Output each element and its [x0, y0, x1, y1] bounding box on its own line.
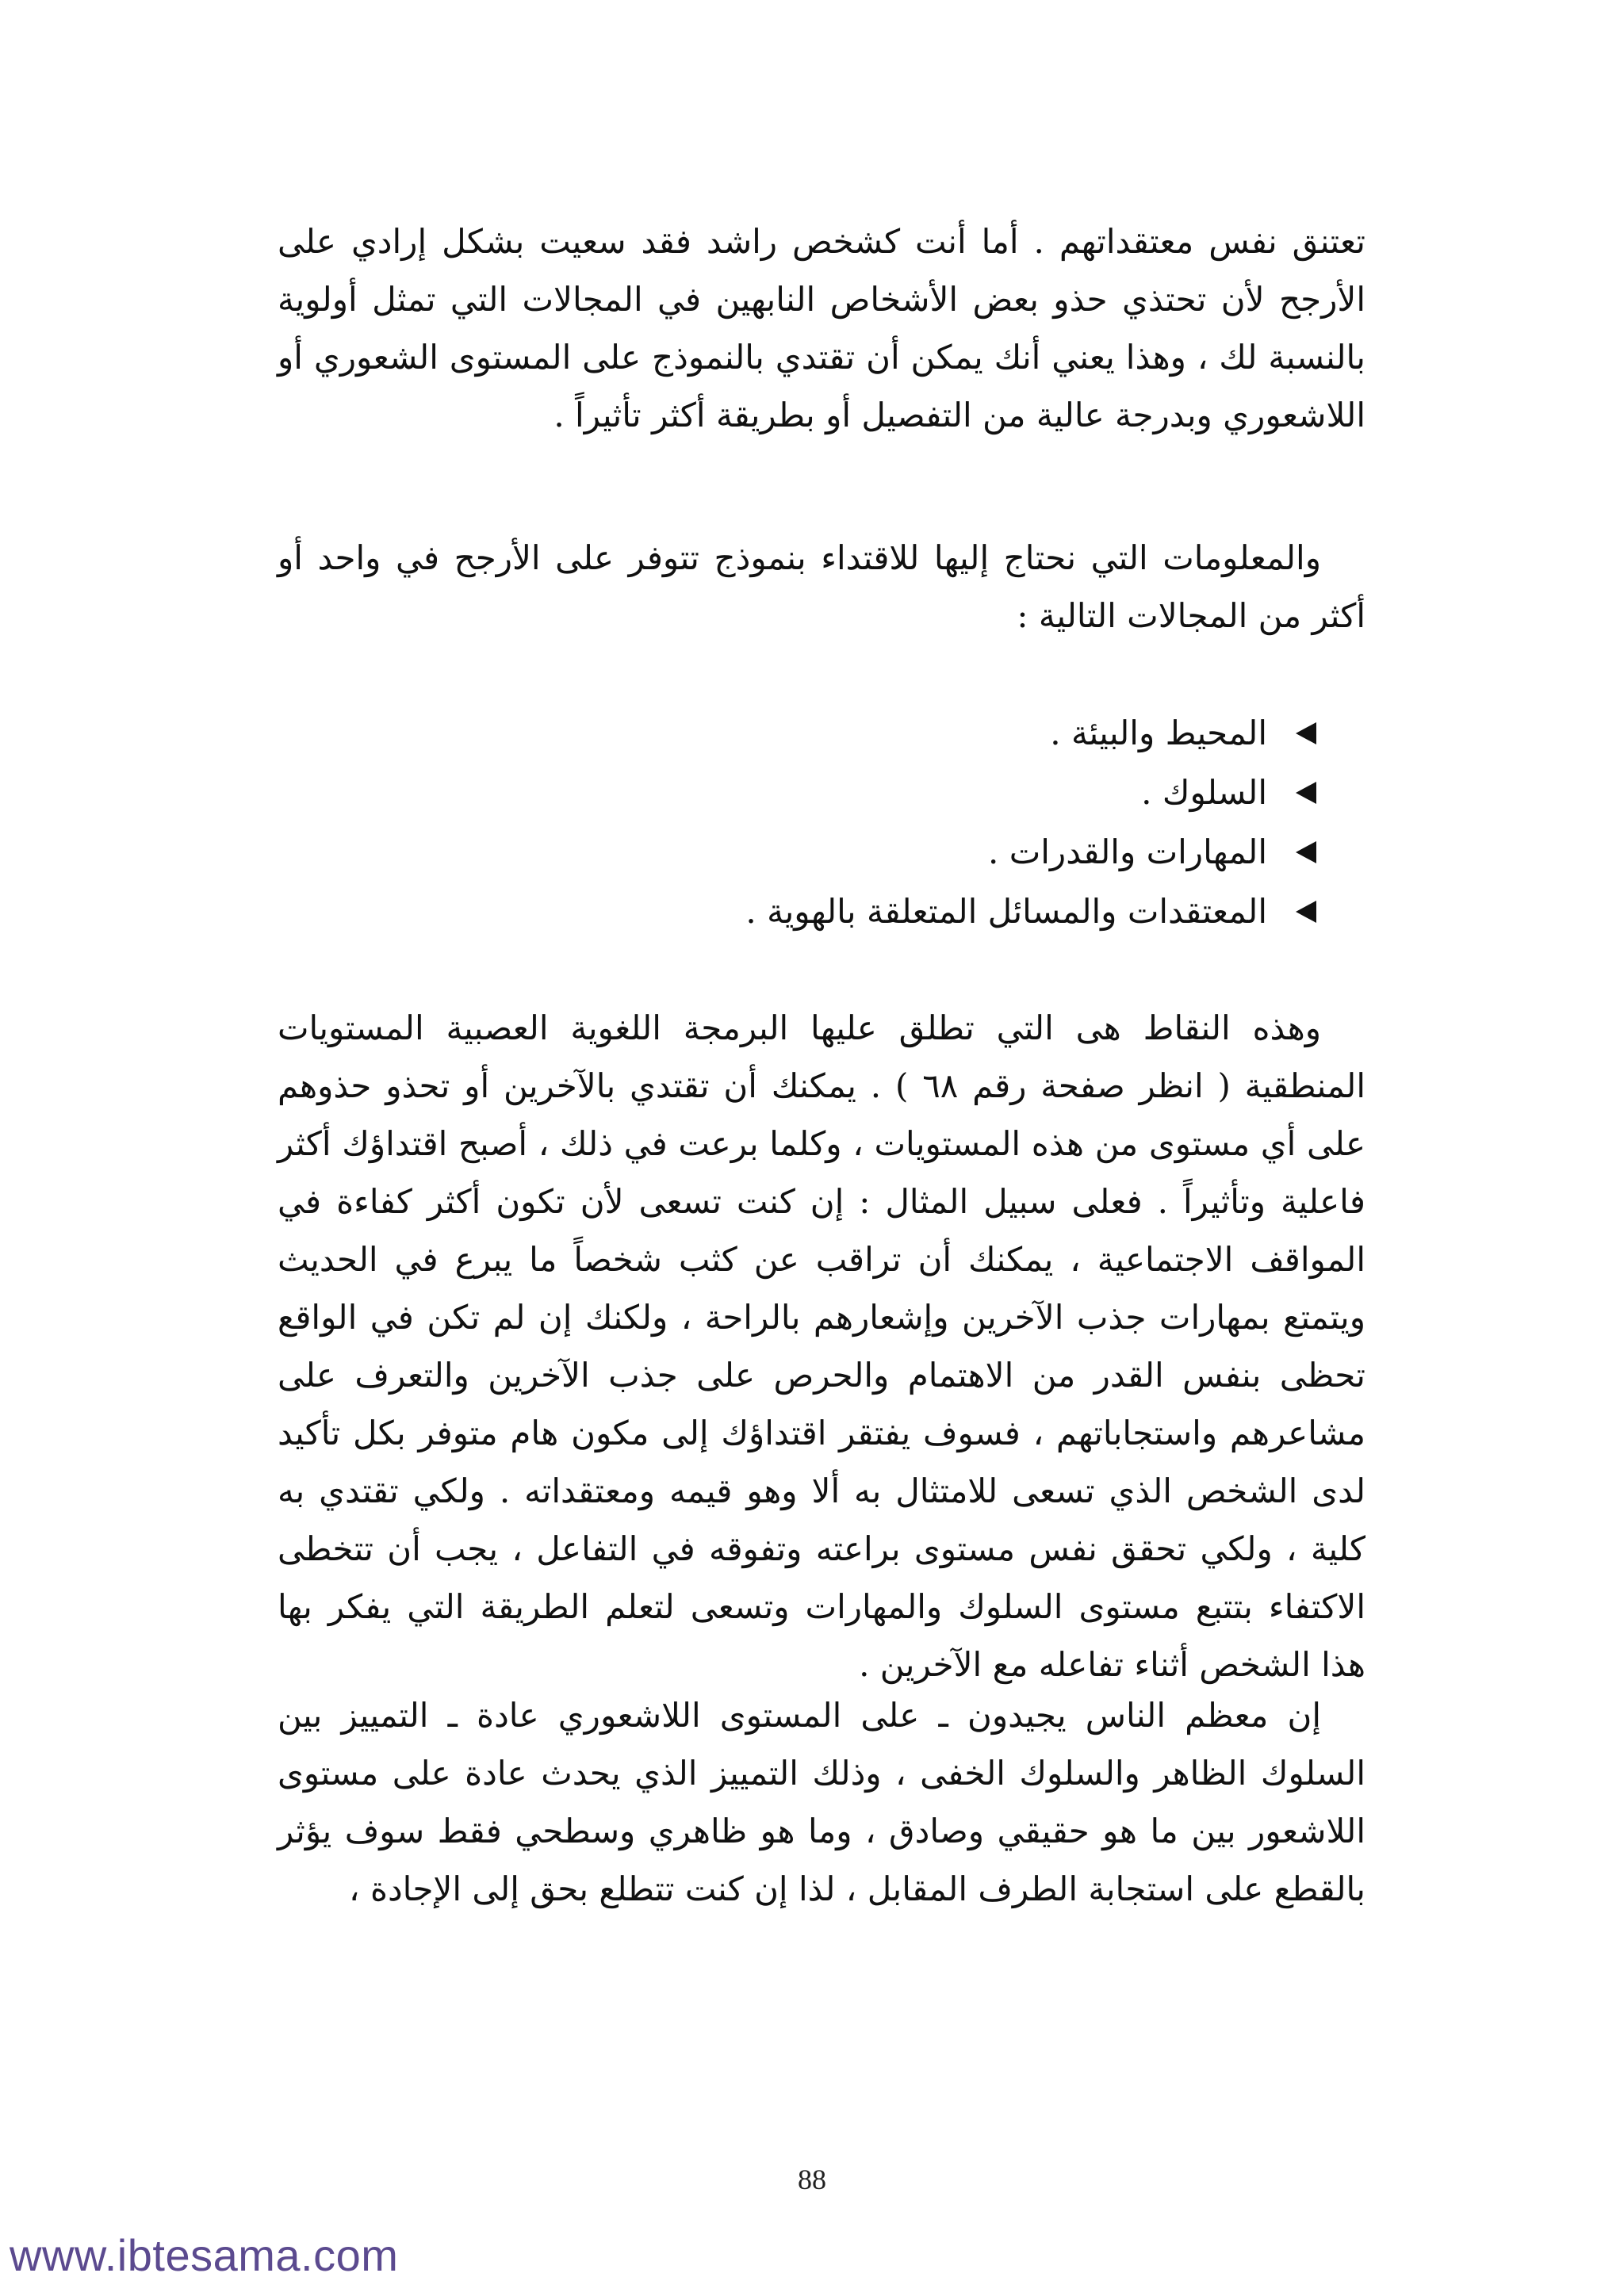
- triangle-bullet-icon: [1296, 782, 1316, 804]
- list-item: [278, 763, 1365, 822]
- list-item-text: المهارات والقدرات .: [988, 832, 1267, 871]
- watermark-link[interactable]: www.ibtesama.com: [10, 2230, 399, 2280]
- triangle-bullet-icon: [1296, 722, 1316, 744]
- bullet-list: [278, 703, 1365, 941]
- list-item: [278, 882, 1365, 941]
- paragraph-3: وهذه النقاط هى التي تطلق عليها البرمجة اللغوية العصبية المستويات المنطقية ( انظر صفحة رقم ٦٨ ) . يمكنك أن تقتدي بالآخرين أو تحذو حذوهم على أي مستوى من هذه المستويات ، وكلما برعت في ذلك ، أصبح اقتداؤك أكثر فاعلية وتأثيراً . فعلى سبيل المثال : إن كنت تسعى لأن تكون أكثر كفاءة في المواقف الاجتماعية ، يمكنك أن تراقب عن كثب شخصاً ما يبرع في الحديث ويتمتع بمهارات جذب الآخرين وإشعارهم بالراحة ، ولكنك إن لم تكن في الواقع تحظى بنفس القدر من الاهتمام والحرص على جذب الآخرين والتعرف على مشاعرهم واستجاباتهم ، فسوف يفتقر اقتداؤك إلى مكون هام متوفر بكل تأكيد لدى الشخص الذي تسعى للامتثال به ألا وهو قيمه ومعتقداته . ولكي تقتدي به كلية ، ولكي تحقق نفس مستوى براعته وتفوقه في التفاعل ، يجب أن تتخطى الاكتفاء بتتبع مستوى السلوك والمهارات وتسعى لتعلم الطريقة التي يفكر بها هذا الشخص أثناء تفاعله مع الآخرين .: [278, 1008, 1365, 1684]
- paragraph-4: إن معظم الناس يجيدون ـ على المستوى اللاشعوري عادة ـ التمييز بين السلوك الظاهر والسلوك الخفى ، وذلك التمييز الذي يحدث عادة على مستوى اللاشعور بين ما هو حقيقي وصادق ، وما هو ظاهري وسطحي فقط سوف يؤثر بالقطع على استجابة الطرف المقابل ، لذا إن كنت تتطلع بحق إلى الإجادة ،: [278, 1696, 1365, 1908]
- list-item: [278, 703, 1365, 763]
- page-number: 88: [798, 2164, 826, 2195]
- paragraph-1: تعتنق نفس معتقداتهم . أما أنت كشخص راشد فقد سعيت بشكل إرادي على الأرجح لأن تحتذي حذو بعض الأشخاص النابهين في المجالات التي تمثل أولوية بالنسبة لك ، وهذا يعني أنك يمكن أن تقتدي بالنموذج على المستوى الشعوري أو اللاشعوري وبدرجة عالية من التفصيل أو بطريقة أكثر تأثيراً .: [278, 222, 1365, 434]
- list-item-text: المعتقدات والمسائل المتعلقة بالهوية .: [745, 892, 1267, 931]
- list-item: [278, 822, 1365, 882]
- list-item-text: المحيط والبيئة .: [1050, 714, 1267, 752]
- triangle-bullet-icon: [1296, 901, 1316, 923]
- paragraph-2: والمعلومات التي نحتاج إليها للاقتداء بنموذج تتوفر على الأرجح في واحد أو أكثر من المجالات التالية :: [278, 538, 1365, 635]
- triangle-bullet-icon: [1296, 841, 1316, 863]
- list-item-text: السلوك .: [1141, 773, 1267, 812]
